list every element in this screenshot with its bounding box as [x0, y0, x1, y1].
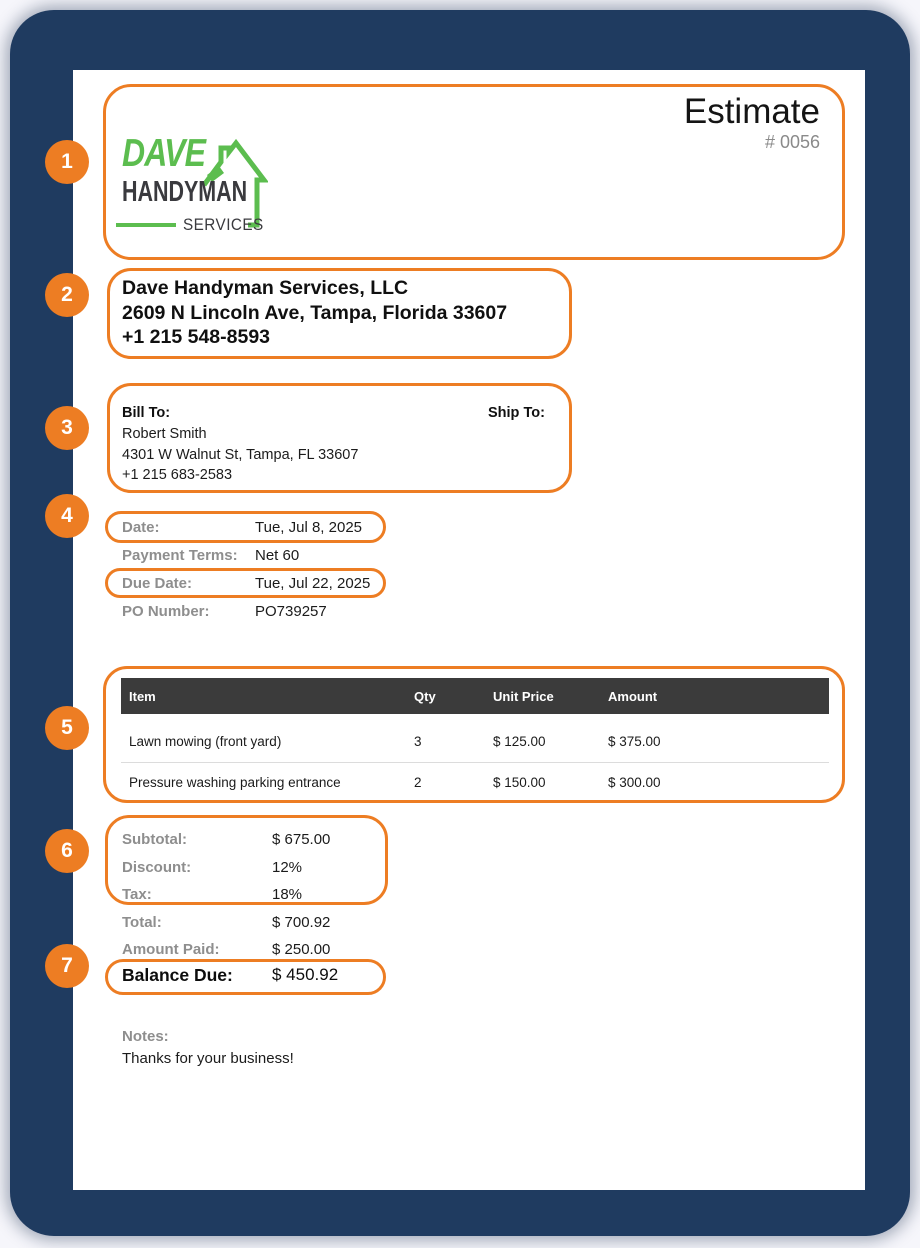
logo-text-handyman: HANDYMAN	[122, 176, 248, 208]
column-header-amount: Amount	[608, 689, 658, 704]
column-header-unit-price: Unit Price	[493, 689, 554, 704]
annotation-badge-2: 2	[45, 273, 89, 317]
company-address: 2609 N Lincoln Ave, Tampa, Florida 33607	[122, 301, 508, 324]
annotation-badge-6: 6	[45, 829, 89, 873]
items-table-header	[121, 678, 829, 714]
annotation-badge-4: 4	[45, 494, 89, 538]
subtotal-value: $ 675.00	[272, 831, 331, 848]
po-number-value: PO739257	[255, 603, 327, 620]
row1-unit-price: $ 125.00	[493, 734, 546, 749]
po-number-label: PO Number:	[122, 603, 210, 620]
document-number: # 0056	[764, 132, 820, 152]
row2-amount: $ 300.00	[608, 775, 661, 790]
bill-to-address: 4301 W Walnut St, Tampa, FL 33607	[122, 447, 359, 463]
total-label: Total:	[122, 914, 162, 931]
due-date-label: Due Date:	[122, 575, 193, 592]
subtotal-label: Subtotal:	[122, 831, 187, 848]
table-row-divider	[121, 762, 829, 763]
annotation-badge-1: 1	[45, 140, 89, 184]
document-frame-background	[10, 10, 910, 1236]
row1-qty: 3	[414, 734, 422, 749]
row2-unit-price: $ 150.00	[493, 775, 546, 790]
bill-to-label: Bill To:	[122, 405, 171, 421]
annotation-badge-3: 3	[45, 406, 89, 450]
logo-text-dave: DAVE	[122, 132, 206, 175]
row2-item: Pressure washing parking entrance	[129, 775, 341, 790]
document-title: Estimate	[683, 92, 820, 131]
notes-label: Notes:	[122, 1028, 169, 1045]
total-value: $ 700.92	[272, 914, 331, 931]
logo-text-services: SERVICES	[183, 215, 264, 234]
row2-qty: 2	[414, 775, 422, 790]
column-header-qty: Qty	[414, 689, 436, 704]
balance-due-label: Balance Due:	[122, 965, 233, 985]
row1-item: Lawn mowing (front yard)	[129, 734, 282, 749]
ship-to-label: Ship To:	[488, 405, 545, 421]
bill-to-phone: +1 215 683-2583	[122, 467, 233, 483]
row1-amount: $ 375.00	[608, 734, 661, 749]
due-date-value: Tue, Jul 22, 2025	[255, 575, 371, 592]
amount-paid-value: $ 250.00	[272, 941, 331, 958]
estimate-page	[73, 70, 865, 1190]
column-header-item: Item	[129, 689, 156, 704]
bill-to-name: Robert Smith	[122, 426, 207, 442]
company-phone: +1 215 548-8593	[122, 326, 271, 349]
tax-value: 18%	[272, 886, 303, 903]
tax-label: Tax:	[122, 886, 152, 903]
date-value: Tue, Jul 8, 2025	[255, 519, 363, 536]
discount-value: 12%	[272, 859, 303, 876]
annotation-badge-7: 7	[45, 944, 89, 988]
company-info-block	[122, 276, 507, 350]
company-logo	[122, 132, 332, 297]
balance-due-value: $ 450.92	[272, 965, 339, 984]
logo-services-row	[116, 215, 316, 235]
payment-terms-label: Payment Terms:	[122, 547, 238, 564]
notes-text: Thanks for your business!	[122, 1050, 294, 1067]
logo-underline	[116, 223, 176, 227]
annotation-badge-5: 5	[45, 706, 89, 750]
date-label: Date:	[122, 519, 160, 536]
company-name: Dave Handyman Services, LLC	[122, 277, 409, 299]
payment-terms-value: Net 60	[255, 547, 300, 564]
amount-paid-label: Amount Paid:	[122, 941, 220, 958]
discount-label: Discount:	[122, 859, 192, 876]
